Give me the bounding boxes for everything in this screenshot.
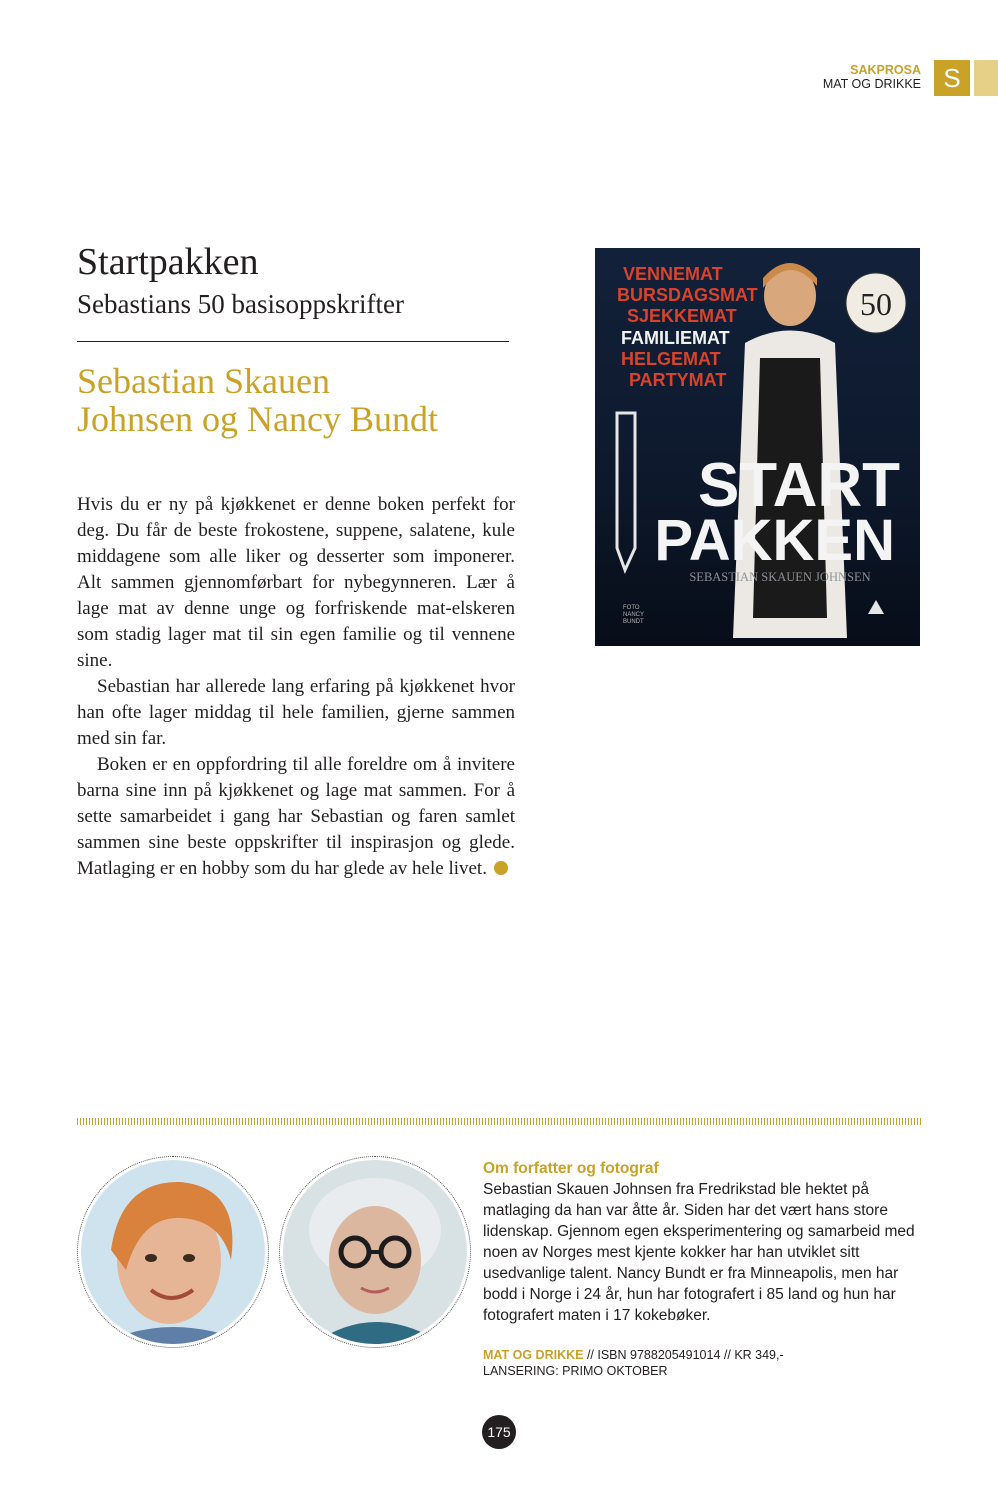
cover-photo-credit: BUNDT: [623, 619, 644, 625]
cover-photo-credit: NANCY: [623, 612, 645, 618]
authors-line-1: Sebastian Skauen: [77, 361, 330, 401]
cover-stack-item: BURSDAGSMAT: [617, 285, 758, 305]
description-paragraph-text: Boken er en oppfordring til alle foreldre om å invitere barna sine inn på kjøkkenet og lage mat sammen. For å sette samarbeidet i gang har Sebastian og faren samlet sammen sine beste oppskrifter til inspirasjon og glede. Matlaging er en hobby som du har glede av hele livet.: [77, 754, 515, 879]
book-cover-art: [595, 248, 920, 646]
cover-photo-credit: FOTO: [623, 605, 640, 611]
cover-stack-item: HELGEMAT: [621, 349, 721, 369]
about-author-block: [483, 1158, 923, 1326]
meta-launch: LANSERING: PRIMO OKTOBER: [483, 1364, 668, 1378]
cover-stack-item: PARTYMAT: [629, 370, 727, 390]
section-letter-badge: S: [934, 60, 970, 96]
cover-title-line-1: START: [697, 451, 900, 520]
meta-price: KR 349,-: [734, 1348, 784, 1362]
book-description: [77, 492, 515, 882]
title-divider: [77, 341, 509, 342]
cover-stack-item: VENNEMAT: [623, 264, 723, 284]
meta-isbn: ISBN 9788205491014: [597, 1348, 721, 1362]
description-paragraph: Sebastian har allerede lang erfaring på kjøkkenet hvor han ofte lager middag til hele familien, gjerne sammen med sin far.: [77, 676, 515, 749]
cover-author: SEBASTIAN SKAUEN JOHNSEN: [689, 570, 871, 584]
photographer-portrait: [279, 1156, 471, 1348]
section-label: [823, 63, 921, 91]
meta-separator: //: [586, 1348, 598, 1362]
about-heading: Om forfatter og fotograf: [483, 1160, 659, 1177]
cover-stack-item: SJEKKEMAT: [627, 306, 737, 326]
book-meta: [483, 1347, 923, 1379]
author-portrait: [77, 1156, 269, 1348]
end-mark-icon: [494, 861, 508, 875]
book-title: Startpakken: [77, 241, 259, 283]
cover-title-line-2: PAKKEN: [654, 508, 895, 573]
book-subtitle: Sebastians 50 basisoppskrifter: [77, 289, 404, 319]
cover-badge-number: 50: [860, 286, 892, 322]
cover-stack-item: FAMILIEMAT: [621, 328, 730, 348]
page-number: 175: [482, 1415, 516, 1449]
section-category: SAKPROSA: [850, 63, 921, 77]
section-tab: [974, 60, 998, 96]
meta-category: MAT OG DRIKKE: [483, 1348, 584, 1362]
section-subcategory: MAT OG DRIKKE: [822, 77, 921, 91]
description-paragraph: [77, 752, 515, 882]
description-paragraph: Hvis du er ny på kjøkkenet er denne boken perfekt for deg. Du får de beste frokostene, suppene, salatene, kule middagene som alle liker og desserter som imponerer. Alt sammen gjennomførbart for nybegynneren. Lær å lage mat av denne unge og forfriskende mat-elskeren som stadig lager mat til sin egen familie og til vennene sine.: [77, 494, 515, 671]
book-authors: [77, 362, 537, 438]
authors-line-2: Johnsen og Nancy Bundt: [77, 399, 438, 439]
book-cover: [595, 248, 920, 646]
about-text: Sebastian Skauen Johnsen fra Fredrikstad ble hektet på matlaging da han var åtte år. Siden har det vært hans store lidenskap. Gjennom egen eksperimentering og samarbeid med noen av Norges mest kjente kokker har han utviklet sitt usedvanlige talent. Nancy Bundt er fra Minneapolis, men har bodd i Norge i 24 år, hun har fotografert i 85 land og hun har fotografert maten i 17 kokebøker.: [483, 1181, 915, 1324]
meta-separator: //: [723, 1348, 735, 1362]
section-divider: [77, 1118, 922, 1125]
